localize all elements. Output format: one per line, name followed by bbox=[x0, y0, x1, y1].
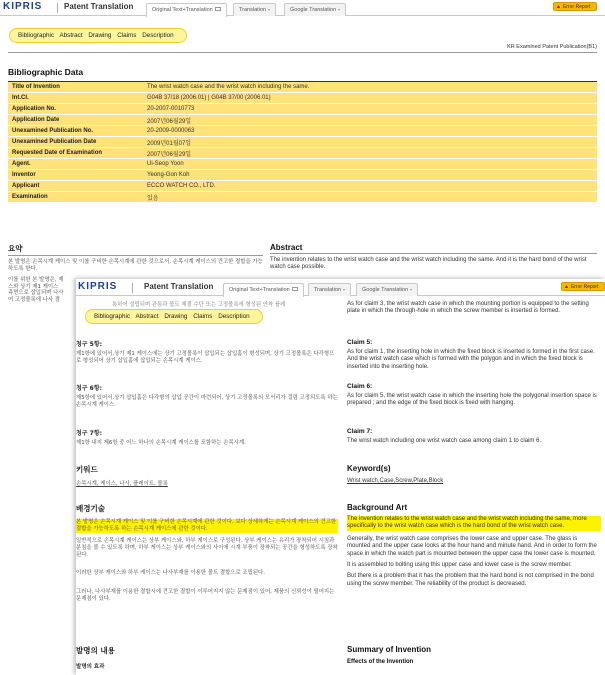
abstract-en-title: Abstract bbox=[270, 243, 597, 254]
claim-6-ko bbox=[76, 383, 338, 409]
biblio-row bbox=[8, 126, 597, 137]
biblio-label: Unexamined Publication Date bbox=[8, 137, 143, 148]
biblio-label: Application Date bbox=[8, 115, 143, 126]
background-ko bbox=[76, 503, 338, 603]
claim-7-en-head: Claim 7: bbox=[347, 428, 373, 435]
error-report-button[interactable]: ▲ Error Report bbox=[553, 2, 597, 11]
top-header bbox=[0, 0, 605, 16]
biblio-value: Ui-Seop Yoon bbox=[143, 159, 597, 170]
app-title: Patent Translation bbox=[64, 2, 134, 11]
claim-6-ko-text: 제5항에 있어서,상기 삽입홈은 다각형의 삽입 공간이 마련되어, 상기 고정볼록의 모서리가 걸림 고정되도록 하는 손목시계 케이스. bbox=[76, 395, 338, 408]
nav-abstract[interactable]: Abstract bbox=[59, 32, 83, 39]
nav-claims[interactable]: Claims bbox=[193, 313, 213, 320]
summary-en-sub: Effects of the Invention bbox=[347, 659, 414, 665]
kipris-logo[interactable]: KIPRIS bbox=[3, 1, 43, 12]
abstract-ko-text: 본 발명은 손목시계 케이스 및 이를 구비한 손목시계에 관한 것으로서, 손목시계 케이스의 견고한 결합을 가능하도록 한다. bbox=[8, 259, 263, 272]
kipris-logo[interactable]: KIPRIS bbox=[78, 281, 118, 292]
chevron-down-icon: ▾ bbox=[268, 7, 271, 12]
biblio-row bbox=[8, 148, 597, 159]
background-en-title: Background Art bbox=[347, 503, 408, 512]
claim-7-en bbox=[347, 428, 601, 445]
bibliographic-title: Bibliographic Data bbox=[8, 67, 84, 77]
biblio-value: 2007년06월29일 bbox=[143, 148, 597, 159]
biblio-row bbox=[8, 181, 597, 192]
biblio-row bbox=[8, 82, 597, 93]
biblio-row bbox=[8, 93, 597, 104]
claim-6-ko-head: 청구 6항: bbox=[76, 385, 103, 392]
keywords-en-links[interactable]: Wrist watch,Case,Screw,Plate,Block bbox=[347, 478, 444, 484]
nav-claims[interactable]: Claims bbox=[117, 32, 137, 39]
overlay-header bbox=[76, 279, 605, 296]
summary-en-title: Summary of Invention bbox=[347, 645, 432, 654]
claim-5-en-text: As for claim 1, the inserting hole in which the fixed block is inserted is formed in the first case. And the wrist watch case which is formed with the polygon and in which the fixed block is inserted into the inserting hole. bbox=[347, 349, 595, 370]
biblio-value: 2007년06월29일 bbox=[143, 115, 597, 126]
claim-7-ko-text: 제1항 내지 제6항 중 어느 하나의 손목시계 케이스를 포함하는 손목시계. bbox=[76, 440, 246, 446]
summary-en bbox=[347, 645, 601, 665]
background-en bbox=[347, 503, 601, 588]
biblio-value: Yeong-Gon Koh bbox=[143, 170, 597, 181]
background-ko-title: 배경기술 bbox=[76, 504, 105, 513]
app-title: Patent Translation bbox=[144, 282, 214, 291]
biblio-value: ECCO WATCH CO., LTD. bbox=[143, 181, 597, 192]
nav-drawing[interactable]: Drawing bbox=[164, 313, 188, 320]
chevron-down-icon: ▾ bbox=[410, 287, 413, 292]
biblio-label: Examination bbox=[8, 192, 143, 203]
claim-7-ko-head: 청구 7항: bbox=[76, 430, 103, 437]
background-en-p4: But there is a problem that it has the problem that the hard bond is not comprised in the bond using the screw member. The reliability of the product is decreased. bbox=[347, 573, 594, 587]
claim-6-en-head: Claim 6: bbox=[347, 383, 373, 390]
tab-google-translation[interactable]: Google Translation ▾ bbox=[284, 3, 346, 16]
background-en-p3: It is assembled to bolting using this upper case and lower case is the screw member. bbox=[347, 562, 572, 569]
nav-abstract[interactable]: Abstract bbox=[135, 313, 159, 320]
publication-type: KR Examined Patent Publication(B1) bbox=[507, 44, 597, 50]
keywords-ko bbox=[76, 464, 338, 488]
biblio-row bbox=[8, 115, 597, 126]
biblio-value: G04B 37/18 (2006.01) | G04B 37/00 (2006.01) bbox=[143, 93, 597, 104]
claim-5-ko bbox=[76, 339, 338, 365]
claim-5-en bbox=[347, 339, 601, 371]
tab-original-translation[interactable]: Original Text+Translation bbox=[146, 3, 227, 17]
background-ko-p1: 본 발명은 손목시계 케이스 및 이를 구비한 손목시계에 관한 것이다. 보다 상세하게는 손목시계 케이스의 견고한 결합을 가능하도록 하는 손목시계 케이스에 관한 것이다. bbox=[76, 519, 337, 532]
summary-ko-sub: 발명의 효과 bbox=[76, 664, 105, 670]
abstract-en-text: The invention relates to the wrist watch case and the wrist watch including the same. And it is the hard bond of the wrist watch case possible. bbox=[270, 257, 587, 271]
chevron-down-icon: ▾ bbox=[343, 287, 346, 292]
biblio-label: Agent. bbox=[8, 159, 143, 170]
biblio-value: 20-2009-0000063 bbox=[143, 126, 597, 137]
biblio-row bbox=[8, 159, 597, 170]
summary-ko-title: 발명의 내용 bbox=[76, 646, 115, 655]
tab-translation[interactable]: Translation ▾ bbox=[308, 283, 351, 296]
claim-4-ko-partial: 통하여 설립되며 관통과 볼트 체결 수단 또는 고정볼록에 형성된 안착 플레 bbox=[112, 302, 286, 308]
warning-icon: ▲ bbox=[564, 284, 569, 290]
nav-description[interactable]: Description bbox=[218, 313, 250, 320]
biblio-label: Int.Cl. bbox=[8, 93, 143, 104]
summary-ko bbox=[76, 645, 338, 670]
abstract-en bbox=[270, 243, 597, 272]
keywords-en bbox=[347, 464, 601, 484]
bibliographic-table bbox=[8, 81, 597, 203]
section-nav bbox=[85, 309, 263, 324]
biblio-value: 20-2007-0010773 bbox=[143, 104, 597, 115]
background-ko-p2: 일반적으로 손목시계 케이스는 상부 케이스와, 하부 케이스로 구성된다. 상부 케이스는 유리가 장착되어 시침과 분침을 볼 수 있도록 하며, 하부 케이스는 상부 케이스와의 사이에 시계 부품이 장착되는 공간을 형성하도록 장착된다. bbox=[76, 538, 338, 558]
biblio-label: Inventor bbox=[8, 170, 143, 181]
claim-4-en: As for claim 3, the wrist watch case in which the mounting portion is equipped to the setting plate in which the through-hole in which the screw member is inserted is formed. bbox=[347, 301, 589, 315]
claim-7-en-text: The wrist watch including one wrist watch case among claim 1 to claim 6. bbox=[347, 438, 542, 444]
claim-5-ko-head: 청구 5항: bbox=[76, 341, 103, 348]
biblio-label: Requested Date of Examination bbox=[8, 148, 143, 159]
background-ko-p3: 이러한 상부 케이스와 하부 케이스는 나사부재를 이용한 볼트 결합으로 조립된다. bbox=[76, 570, 265, 576]
biblio-label: Applicant bbox=[8, 181, 143, 192]
divider bbox=[8, 52, 597, 53]
tab-translation[interactable]: Translation ▾ bbox=[233, 3, 276, 16]
claim-5-en-head: Claim 5: bbox=[347, 339, 373, 346]
error-report-button[interactable]: ▲ Error Report bbox=[561, 282, 605, 291]
claim-5-ko-text: 제1항에 있어서,상기 제1 케이스에는 상기 고정볼록이 삽입되는 삽입홈이 형성되며, 상기 고정볼록은 다각형으로 형성되어 상기 삽입홈에 삽입되는 손목시계 케이스. bbox=[76, 351, 335, 364]
nav-drawing[interactable]: Drawing bbox=[88, 32, 112, 39]
abstract-ko-title: 요약 bbox=[8, 243, 263, 256]
biblio-row bbox=[8, 137, 597, 148]
background-ko-p4: 그러나, 나사부재를 이용한 결합시에 견고한 결합이 이루어지지 않는 문제점이 있어, 제품의 신뢰성이 떨어지는 문제점이 있다. bbox=[76, 589, 335, 602]
section-nav bbox=[9, 28, 187, 43]
claims-page bbox=[76, 279, 605, 675]
biblio-label: Title of Invention bbox=[8, 82, 143, 93]
biblio-row bbox=[8, 192, 597, 203]
tab-original-translation[interactable]: Original Text+Translation bbox=[223, 283, 304, 297]
claim-6-en-text: As for claim 5, the wrist watch case in which the inserting hole the polygonal insertion space is prepared ; and the edge of the fixed block is fixed with hanging. bbox=[347, 393, 597, 407]
biblio-value: 2009년01월07일 bbox=[143, 137, 597, 148]
claim-7-ko bbox=[76, 428, 338, 447]
biblio-row bbox=[8, 170, 597, 181]
keywords-ko-links[interactable]: 손목시계, 케이스, 나사, 플레이트, 볼록 bbox=[76, 481, 168, 487]
background-en-p2: Generally, the wrist watch case comprises the lower case and upper case. The glass is mounted and the upper case looks at the hour hand and minute hand. And in order to form the space in which the watch part is mounted between the upper case the lower case is mounted. bbox=[347, 535, 597, 557]
tab-window-icon bbox=[292, 287, 298, 291]
biblio-value: The wrist watch case and the wrist watch including the same. bbox=[143, 82, 597, 93]
biblio-label: Application No. bbox=[8, 104, 143, 115]
chevron-down-icon: ▾ bbox=[338, 7, 341, 12]
tab-window-icon bbox=[215, 7, 221, 11]
background-en-p1: The invention relates to the wrist watch case and the wrist watch including the same, more specifically to the wrist watch case which is the hard bond of the wrist watch case. bbox=[347, 516, 601, 531]
abstract-ko-text-2: 이를 위한 본 발명은, 제 스와 상기 제1 케이스 측면으로 삽입되며 나사 여 고정볼록에 나사 결 bbox=[8, 277, 64, 303]
tab-google-translation[interactable]: Google Translation ▾ bbox=[356, 283, 418, 296]
warning-icon: ▲ bbox=[556, 4, 561, 10]
biblio-value: 있음 bbox=[143, 192, 597, 203]
keywords-en-title: Keyword(s) bbox=[347, 464, 391, 473]
logo-divider bbox=[132, 283, 133, 293]
nav-bibliographic[interactable]: Bibliographic bbox=[94, 313, 131, 320]
biblio-label: Unexamined Publication No. bbox=[8, 126, 143, 137]
logo-divider bbox=[57, 3, 58, 13]
keywords-ko-title: 키워드 bbox=[76, 465, 98, 474]
nav-bibliographic[interactable]: Bibliographic bbox=[18, 32, 55, 39]
nav-description[interactable]: Description bbox=[142, 32, 174, 39]
claim-6-en bbox=[347, 383, 601, 408]
biblio-row bbox=[8, 104, 597, 115]
